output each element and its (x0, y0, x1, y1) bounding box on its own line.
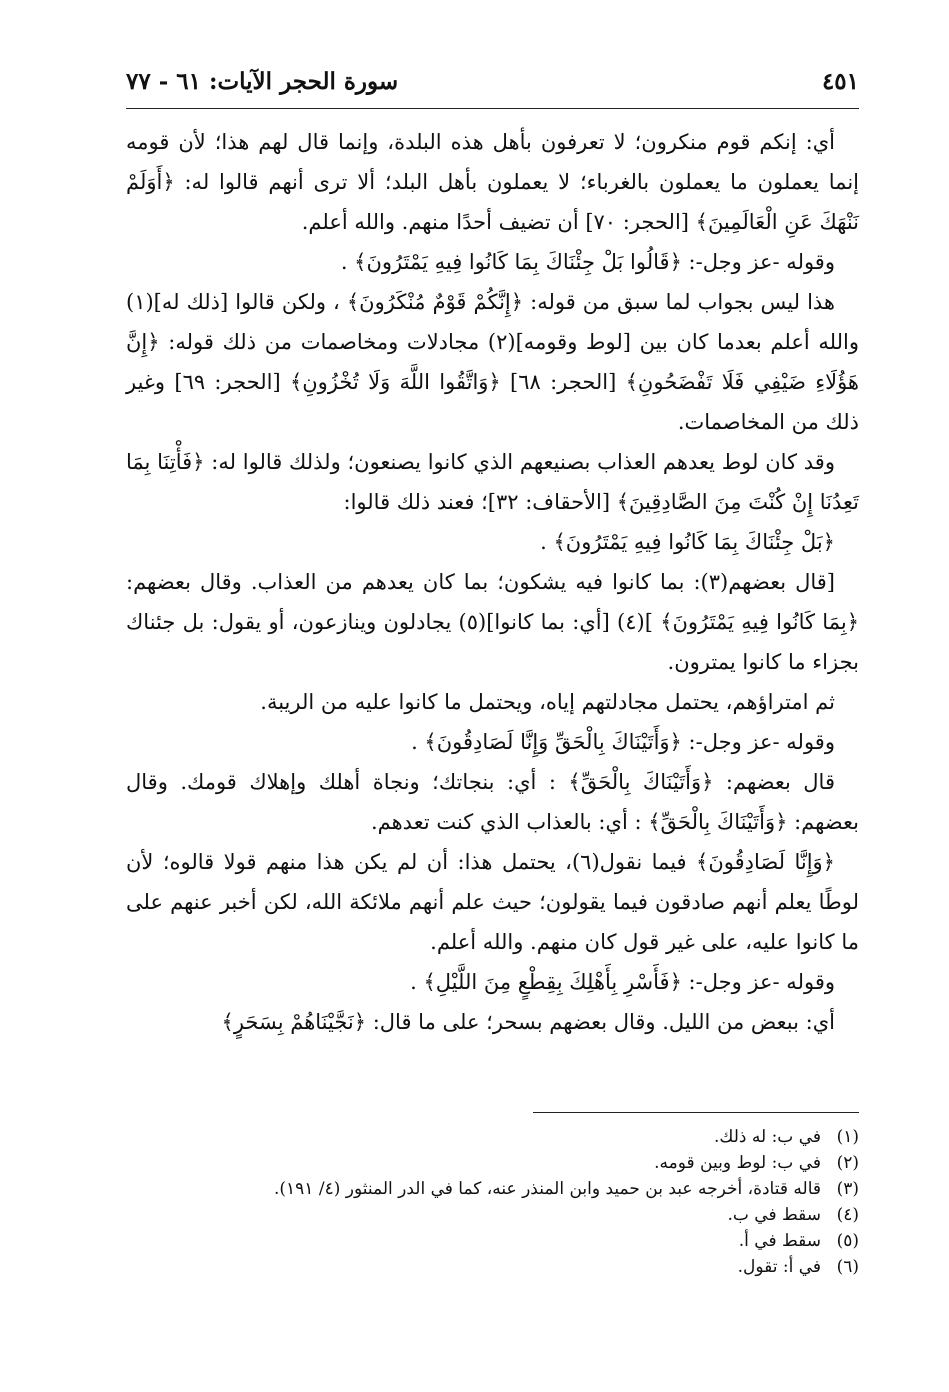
footnote-number: (٣) (836, 1179, 859, 1199)
footnote-text: في أ: تقول. (737, 1257, 821, 1277)
paragraph: هذا ليس بجواب لما سبق من قوله: ﴿إِنَّكُمْ قَوْمٌ مُنْكَرُونَ﴾ ، ولكن قالوا [ذلك له](١) والله أعلم بعدما كان بين [لوط وقومه](٢) مجادلات ومخاصمات من ذلك قوله: ﴿إِنَّ هَؤُلَاءِ ضَيْفِي فَلَا تَفْضَحُونِ﴾ [الحجر: ٦٨] ﴿وَاتَّقُوا اللَّهَ وَلَا تُخْزُونِ﴾ [الحجر: ٦٩] وغير ذلك من المخاصمات. (126, 290, 859, 434)
header-title: سورة الحجر الآيات: ٦١ - ٧٧ (126, 67, 399, 95)
header-rule (126, 108, 859, 109)
footnote-text: في ب: لوط وبين قومه. (654, 1153, 821, 1173)
paragraph: وقوله -عز وجل-: ﴿قَالُوا بَلْ جِئْنَاكَ بِمَا كَانُوا فِيهِ يَمْتَرُونَ﴾ . (340, 250, 835, 274)
footnote-text: سقط في أ. (738, 1231, 821, 1251)
paragraph: وقوله -عز وجل-: ﴿فَأَسْرِ بِأَهْلِكَ بِقِطْعٍ مِنَ اللَّيْلِ﴾ . (410, 970, 835, 994)
main-text (126, 122, 859, 1042)
footnote (126, 1176, 859, 1202)
footnote-number: (٦) (836, 1257, 859, 1277)
footnote-text: في ب: له ذلك. (713, 1127, 821, 1147)
paragraph: وقوله -عز وجل-: ﴿وَأَتَيْنَاكَ بِالْحَقِّ وَإِنَّا لَصَادِقُونَ﴾ . (411, 730, 835, 754)
footnotes (126, 1124, 859, 1280)
footnote (126, 1228, 859, 1254)
footnote-text: سقط في ب. (727, 1205, 821, 1225)
footnote (126, 1202, 859, 1228)
page-number: ٤٥١ (821, 67, 859, 95)
paragraph: ﴿وَإِنَّا لَصَادِقُونَ﴾ فيما نقول(٦)، يحتمل هذا: أن لم يكن هذا منهم قولا قالوه؛ لأن لوطًا يعلم أنهم صادقون فيما يقولون؛ حيث علم أنهم ملائكة الله، لكن أخبر عنهم على ما كانوا عليه، على غير قول كان منهم. والله أعلم. (126, 850, 859, 954)
footnote (126, 1150, 859, 1176)
running-header (126, 58, 859, 104)
footnote (126, 1254, 859, 1280)
footnote (126, 1124, 859, 1150)
footnote-text: قاله قتادة، أخرجه عبد بن حميد وابن المنذر عنه، كما في الدر المنثور (٤/ ١٩١). (274, 1179, 821, 1199)
paragraph: أي: إنكم قوم منكرون؛ لا تعرفون بأهل هذه البلدة، وإنما قال لهم هذا؛ لأن قومه إنما يعملون ما يعملون بالغرباء؛ لا يعملون بأهل البلد؛ ألا ترى أنهم قالوا له: ﴿أَوَلَمْ نَنْهَكَ عَنِ الْعَالَمِينَ﴾ [الحجر: ٧٠] أن تضيف أحدًا منهم. والله أعلم. (126, 130, 859, 234)
paragraph: وقد كان لوط يعدهم العذاب بصنيعهم الذي كانوا يصنعون؛ ولذلك قالوا له: ﴿فَأْتِنَا بِمَا تَعِدُنَا إِنْ كُنْتَ مِنَ الصَّادِقِينَ﴾ [الأحقاف: ٣٢]؛ فعند ذلك قالوا: (126, 450, 859, 514)
paragraph: [قال بعضهم(٣): بما كانوا فيه يشكون؛ بما كان يعدهم من العذاب. وقال بعضهم: ﴿بِمَا كَانُوا فِيهِ يَمْتَرُونَ﴾ ](٤) [أي: بما كانوا](٥) يجادلون وينازعون، أو يقول: بل جئناك بجزاء ما كانوا يمترون. (126, 570, 859, 674)
paragraph: ثم امتراؤهم، يحتمل مجادلتهم إياه، ويحتمل ما كانوا عليه من الريبة. (260, 690, 835, 714)
footnote-number: (١) (836, 1127, 859, 1147)
footnote-number: (٤) (836, 1205, 859, 1225)
footnote-rule (533, 1112, 859, 1113)
footnote-number: (٥) (836, 1231, 859, 1251)
paragraph: قال بعضهم: ﴿وَأَتَيْنَاكَ بِالْحَقِّ﴾ : أي: بنجاتك؛ ونجاة أهلك وإهلاك قومك. وقال بعضهم: ﴿وَأَتَيْنَاكَ بِالْحَقِّ﴾ : أي: بالعذاب الذي كنت تعدهم. (126, 770, 859, 834)
footnote-number: (٢) (836, 1153, 859, 1173)
paragraph: أي: ببعض من الليل. وقال بعضهم بسحر؛ على ما قال: ﴿نَجَّيْنَاهُمْ بِسَحَرٍ﴾ (221, 1010, 835, 1034)
paragraph: ﴿بَلْ جِئْنَاكَ بِمَا كَانُوا فِيهِ يَمْتَرُونَ﴾ . (540, 530, 835, 554)
